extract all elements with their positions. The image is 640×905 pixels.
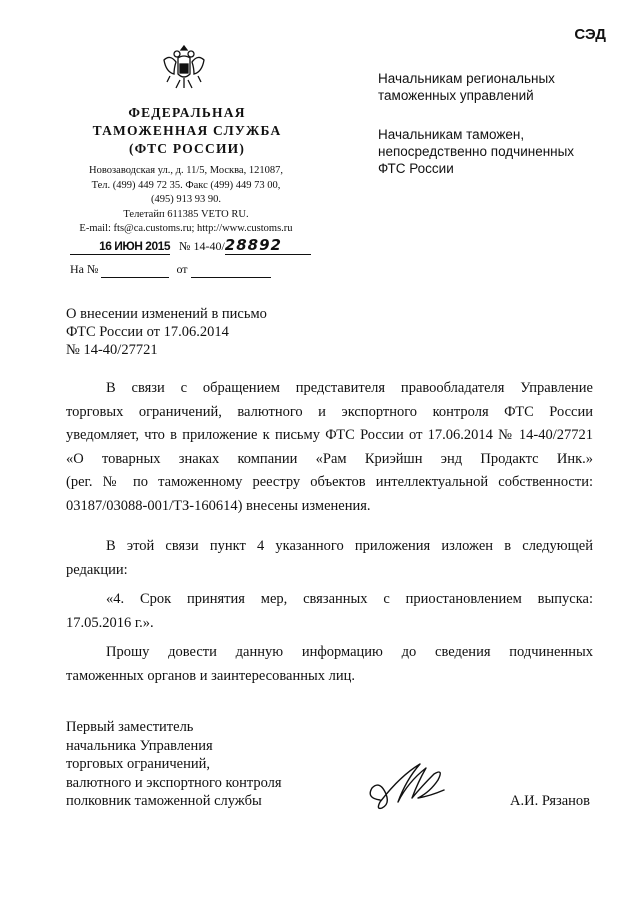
subject-line-3: № 14-40/27721 <box>66 342 158 358</box>
registration-date: 16 ИЮН 2015 <box>99 239 170 253</box>
subject-line-1: О внесении изменений в письмо <box>66 306 267 322</box>
p1-line-5: (рег. № по таможенному реестру объектов интеллектуальной собственности: <box>66 474 593 491</box>
registration-date-field <box>70 239 170 255</box>
p2-line-2: редакции: <box>66 561 128 578</box>
registration-number-field <box>225 236 311 255</box>
position-line-3: торговых ограничений, <box>66 756 210 772</box>
position-line-2: начальника Управления <box>66 737 213 754</box>
addressee-2-line-1: Начальникам таможен, <box>378 127 525 142</box>
p1-line-6: 03187/03088-001/ТЗ-160614) внесены изменения. <box>66 497 371 514</box>
coat-of-arms-icon <box>160 42 208 92</box>
body-paragraph-1 <box>66 377 593 519</box>
subject-line-2: ФТС России от 17.06.2014 <box>66 324 229 340</box>
sender-contacts <box>64 164 308 237</box>
registration-line <box>70 236 311 255</box>
na-label: На № <box>70 262 99 276</box>
contact-address: Новозаводская ул., д. 11/5, Москва, 121087, <box>89 165 283 176</box>
p1-line-4: «О товарных знаках компании «Рам Криэйшн энд Продактс Инк.» <box>66 450 593 467</box>
handwritten-signature-icon <box>362 760 462 820</box>
sender-organization <box>62 104 312 158</box>
sed-mark: СЭД <box>574 26 606 43</box>
body-paragraph-4 <box>66 641 593 688</box>
p3-line-1: «4. Срок принятия мер, связанных с приостановлением выпуска: <box>106 591 593 607</box>
na-field <box>101 262 169 278</box>
p4-line-1: Прошу довести данную информацию до сведения подчиненных <box>106 644 593 660</box>
p1-line-2: торговых ограничений, валютного и экспортного контроля ФТС России <box>66 403 593 420</box>
ot-field <box>191 262 271 278</box>
p1-line-1: В связи с обращением представителя правообладателя Управление <box>106 380 593 396</box>
signer-name: А.И. Рязанов <box>510 793 591 809</box>
addressee-2-line-2: непосредственно подчиненных <box>378 144 575 159</box>
addressee-2-line-3: ФТС России <box>378 161 454 176</box>
position-line-1: Первый заместитель <box>66 719 194 735</box>
position-line-5: полковник таможенной службы <box>66 793 262 809</box>
position-line-4: валютного и экспортного контроля <box>66 774 282 791</box>
registration-number-prefix: № 14-40/ <box>179 239 225 253</box>
contact-phone-2: (495) 913 93 90. <box>151 194 221 205</box>
org-line-3: (ФТС РОССИИ) <box>128 141 246 156</box>
p1-line-3: уведомляет, что в приложение к письму ФТС России от 17.06.2014 № 14-40/27721 <box>66 427 593 444</box>
letter-subject <box>66 305 267 359</box>
addressee-2 <box>378 126 574 177</box>
registration-number-handwritten: 28892 <box>224 236 282 254</box>
body-paragraph-2 <box>66 535 593 582</box>
signatory-position <box>66 718 282 811</box>
body-paragraph-3 <box>66 588 593 635</box>
addressee-1-line-2: таможенных управлений <box>378 88 534 103</box>
org-line-2: ТАМОЖЕННАЯ СЛУЖБА <box>92 123 282 138</box>
contact-phone: Тел. (499) 449 72 35. Факс (499) 449 73 00, <box>91 179 281 191</box>
org-line-1: ФЕДЕРАЛЬНАЯ <box>128 105 246 120</box>
p2-line-1: В этой связи пункт 4 указанного приложения изложен в следующей <box>106 538 593 554</box>
ot-label: от <box>176 262 188 276</box>
contact-email: E-mail: fts@ca.customs.ru; http://www.customs.ru <box>79 223 293 234</box>
addressee-1-line-1: Начальникам региональных <box>378 71 555 86</box>
p3-line-2: 17.05.2016 г.». <box>66 614 154 631</box>
p4-line-2: таможенных органов и заинтересованных лиц. <box>66 667 355 684</box>
contact-teletype: Телетайп 611385 VETO RU. <box>123 208 249 220</box>
reference-line <box>70 262 271 278</box>
addressee-1 <box>378 70 555 104</box>
